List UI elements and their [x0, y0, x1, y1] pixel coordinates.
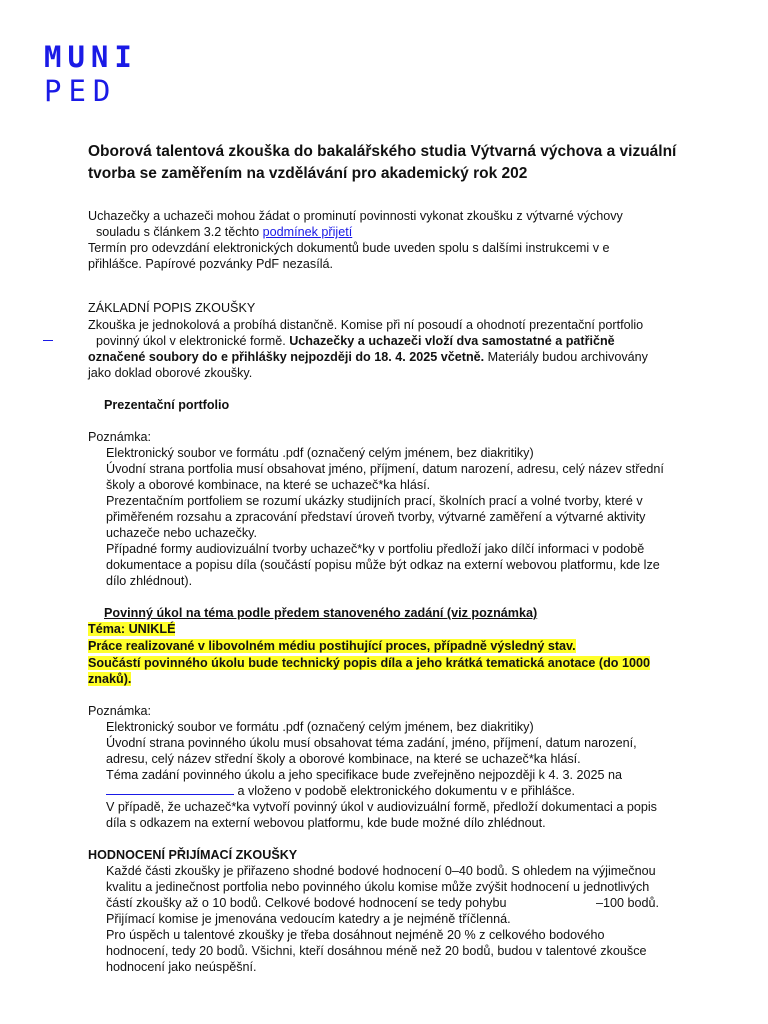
portfolio-line: Elektronický soubor ve formátu .pdf (označený celým jménem, bez diakritiky)	[106, 446, 534, 460]
intro-line-3: Termín pro odevzdání elektronických dokumentů bude uveden spolu s dalšími instrukcemi v e	[88, 241, 610, 255]
eval-line: kvalitu a jedinečnost portfolia nebo povinného úkolu komise může zvýšit hodnocení u jednotlivých	[106, 880, 650, 894]
portfolio-line: Úvodní strana portfolia musí obsahovat jméno, příjmení, datum narození, adresu, celý název střední	[106, 462, 664, 476]
task-highlight-line	[88, 671, 131, 687]
page-title: Oborová talentová zkouška do bakalářského studia Výtvarná výchova a vizuální tvorba se zaměřením na vzdělávání pro akademický rok 202	[88, 143, 677, 182]
task-highlight-text: Práce realizované v libovolném médiu postihující proces, případně výsledný stav.	[88, 639, 576, 653]
task-highlight-text: znaků).	[88, 672, 132, 686]
task-line: Elektronický soubor ve formátu .pdf (označený celým jménem, bez diakritiky)	[106, 720, 534, 734]
basic-line-3-text: Materiály budou archivovány	[484, 350, 648, 364]
muni-ped-logo	[44, 40, 138, 108]
basic-heading: ZÁKLADNÍ POPIS ZKOUŠKY	[88, 301, 256, 315]
task-highlight-text: Součástí povinného úkolu bude technický popis díla a jeho krátká tematická anotace (do 1000	[88, 656, 650, 670]
task-line: Téma zadání povinného úkolu a jeho specifikace bude zveřejněno nejpozději k 4. 3. 2025 na	[106, 768, 622, 782]
portfolio-heading: Prezentační portfolio	[104, 398, 230, 412]
task-theme-text: Téma: UNIKLÉ	[88, 622, 176, 636]
logo-line-muni: MUNI	[44, 40, 138, 74]
basic-line-1: Zkouška je jednokolová a probíhá distančně. Komise při ní posoudí a ohodnotí prezentační portfolio	[88, 318, 644, 332]
eval-line: Přijímací komise je jmenována vedoucím katedry a je nejméně tříčlenná.	[106, 912, 511, 926]
portfolio-line: přiměřeném rozsahu a zpracování představí úroveň tvorby, výtvarné zaměření a výtvarné aktivity	[106, 510, 646, 524]
task-line: Úvodní strana povinného úkolu musí obsahovat téma zadání, jméno, příjmení, datum narození,	[106, 736, 637, 750]
portfolio-line: dílo zhlédnout).	[106, 574, 193, 588]
task-line-5-text: a vloženo v podobě elektronického dokumentu v e přihlášce.	[234, 784, 575, 798]
blank-link-placeholder[interactable]	[106, 783, 234, 795]
eval-line: hodnocení jako neúspěšní.	[106, 960, 257, 974]
intro-line-4: přihlášce. Papírové pozvánky PdF nezasílá.	[88, 257, 334, 271]
portfolio-line: Případné formy audiovizuální tvorby uchazeč*ky v portfoliu předloží jako dílčí informaci v podobě	[106, 542, 645, 556]
eval-line: hodnocení, tedy 20 bodů. Všichni, kteří dosáhnou méně než 20 bodů, budou v talentové zkoušce	[106, 944, 647, 958]
task-note-label: Poznámka:	[88, 704, 151, 718]
eval-line: částí zkoušky až o 10 bodů. Celkové bodové hodnocení se tedy pohybu	[106, 896, 507, 910]
task-line-5	[106, 783, 575, 799]
intro-line-2	[96, 224, 352, 240]
portfolio-note-label: Poznámka:	[88, 430, 151, 444]
eval-line: Každé části zkoušky je přiřazeno shodné bodové hodnocení 0–40 bodů. S ohledem na výjimečnou	[106, 864, 656, 878]
portfolio-line: Prezentačním portfoliem se rozumí ukázky studijních prací, školních prací a volné tvorby, které v	[106, 494, 643, 508]
task-line: adresu, celý název střední školy a oborové kombinace, na které se uchazeč*ka hlásí.	[106, 752, 581, 766]
task-heading: Povinný úkol na téma podle předem stanoveného zadání (viz poznámka)	[104, 606, 538, 620]
basic-line-4: jako doklad oborové zkoušky.	[88, 366, 253, 380]
eval-line: Pro úspěch u talentové zkoušky je třeba dosáhnout nejméně 20 % z celkového bodového	[106, 928, 605, 942]
task-highlight-line	[88, 655, 650, 671]
task-line: díla s odkazem na externí webovou platformu, kde bude možné dílo zhlédnout.	[106, 816, 546, 830]
task-line: V případě, že uchazeč*ka vytvoří povinný úkol v audiovizuální formě, předloží dokumentaci a popis	[106, 800, 657, 814]
admission-conditions-link[interactable]: podmínek přijetí	[262, 225, 353, 239]
basic-line-3	[88, 349, 648, 365]
intro-line-1: Uchazečky a uchazeči mohou žádat o prominutí povinnosti vykonat zkoušku z výtvarné výchovy	[88, 209, 623, 223]
basic-deadline: označené soubory do e přihlášky nejpozději do 18. 4. 2025 včetně.	[88, 350, 485, 364]
margin-marker	[43, 340, 53, 341]
task-highlight-line	[88, 638, 576, 654]
portfolio-line: školy a oborové kombinace, na které se uchazeč*ka hlásí.	[106, 478, 431, 492]
eval-line-tail: –100 bodů.	[596, 896, 660, 910]
task-theme	[88, 621, 175, 637]
intro-line-2-text: souladu s článkem 3.2 těchto	[96, 225, 263, 239]
basic-line-2-text: povinný úkol v elektronické formě.	[96, 334, 290, 348]
basic-line-2	[96, 333, 615, 349]
portfolio-line: uchazeče nebo uchazečky.	[106, 526, 257, 540]
portfolio-line: dokumentace a popisu díla (součástí popisu může být odkaz na externí webovou platformu, kde lze	[106, 558, 660, 572]
basic-line-2-bold: Uchazečky a uchazeči vloží dva samostatné a patřičně	[289, 334, 615, 348]
logo-line-ped: PED	[44, 74, 118, 108]
eval-heading: HODNOCENÍ PŘIJÍMACÍ ZKOUŠKY	[88, 848, 298, 862]
